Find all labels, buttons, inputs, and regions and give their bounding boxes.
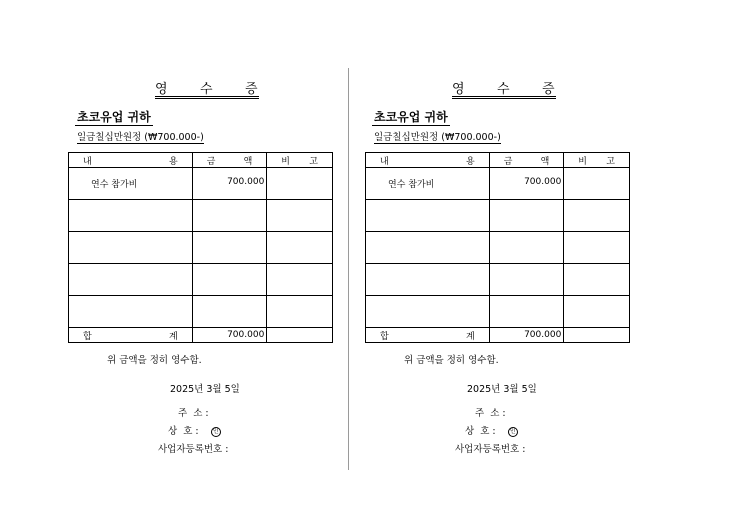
recipient: 초코유업 귀하 (77, 110, 151, 124)
row-item (366, 232, 490, 264)
row-item: 연수 참가비 (69, 168, 193, 200)
row-amount (489, 296, 564, 328)
header-remarks: 비 고 (564, 153, 630, 168)
address-label: 주 소 : (178, 408, 209, 419)
row-item (69, 200, 193, 232)
table-row (69, 200, 333, 232)
row-amount (489, 264, 564, 296)
total-label: 합 계 (69, 328, 193, 343)
amount-in-words: 일금칠십만원정 (₩700.000-) (77, 132, 204, 143)
title-char: 수 (200, 82, 213, 97)
receipt-date: 2025년 3월 5일 (170, 384, 240, 395)
header-content: 내 용 (366, 153, 490, 168)
table-header-row (69, 153, 333, 168)
table-row (366, 296, 630, 328)
table-row (366, 264, 630, 296)
row-item (366, 264, 490, 296)
row-remark (267, 232, 333, 264)
title-char: 증 (542, 82, 555, 97)
row-amount (489, 200, 564, 232)
row-item (69, 264, 193, 296)
table-row (69, 296, 333, 328)
receipt-note: 위 금액을 정히 영수함. (107, 355, 202, 366)
table-row (69, 168, 333, 200)
row-item: 연수 참가비 (366, 168, 490, 200)
header-remarks: 비 고 (267, 153, 333, 168)
name-label: 상 호 : (465, 426, 496, 437)
row-remark (564, 200, 630, 232)
row-remark (267, 168, 333, 200)
seal-icon: 인 (508, 427, 518, 437)
title-char: 증 (245, 82, 258, 97)
row-remark (564, 168, 630, 200)
name-label: 상 호 : (168, 426, 199, 437)
row-amount (489, 232, 564, 264)
issuer-info (160, 405, 228, 459)
title-char: 영 (452, 82, 465, 97)
seal-icon: 인 (211, 427, 221, 437)
table-row (366, 200, 630, 232)
table-row (366, 232, 630, 264)
total-remark (564, 328, 630, 343)
items-table (68, 152, 333, 343)
table-row (69, 264, 333, 296)
row-item (69, 232, 193, 264)
row-amount (192, 264, 267, 296)
address-label: 주 소 : (475, 408, 506, 419)
row-amount (192, 296, 267, 328)
total-label: 합 계 (366, 328, 490, 343)
row-item (366, 296, 490, 328)
recipient: 초코유업 귀하 (374, 110, 448, 124)
header-content: 내 용 (69, 153, 193, 168)
row-amount: 700.000 (192, 168, 267, 200)
issuer-info (457, 405, 525, 459)
total-amount: 700.000 (192, 328, 267, 343)
row-remark (267, 264, 333, 296)
business-number-label: 사업자등록번호 : (455, 444, 526, 455)
receipt-right (357, 0, 657, 530)
total-amount: 700.000 (489, 328, 564, 343)
row-item (366, 200, 490, 232)
total-remark (267, 328, 333, 343)
row-item (69, 296, 193, 328)
total-row (69, 328, 333, 343)
header-amount: 금 액 (192, 153, 267, 168)
row-amount (192, 200, 267, 232)
business-number-label: 사업자등록번호 : (158, 444, 229, 455)
items-table (365, 152, 630, 343)
amount-in-words: 일금칠십만원정 (₩700.000-) (374, 132, 501, 143)
total-row (366, 328, 630, 343)
receipt-left (60, 0, 360, 530)
title-char: 영 (155, 82, 168, 97)
row-remark (564, 296, 630, 328)
receipt-date: 2025년 3월 5일 (467, 384, 537, 395)
table-row (69, 232, 333, 264)
table-header-row (366, 153, 630, 168)
row-remark (564, 232, 630, 264)
row-remark (267, 296, 333, 328)
header-amount: 금 액 (489, 153, 564, 168)
name-line (457, 423, 525, 441)
row-remark (564, 264, 630, 296)
receipt-title (452, 76, 556, 99)
row-amount: 700.000 (489, 168, 564, 200)
table-row (366, 168, 630, 200)
receipt-note: 위 금액을 정히 영수함. (404, 355, 499, 366)
title-char: 수 (497, 82, 510, 97)
name-line (160, 423, 228, 441)
row-amount (192, 232, 267, 264)
receipt-title (155, 76, 259, 99)
row-remark (267, 200, 333, 232)
